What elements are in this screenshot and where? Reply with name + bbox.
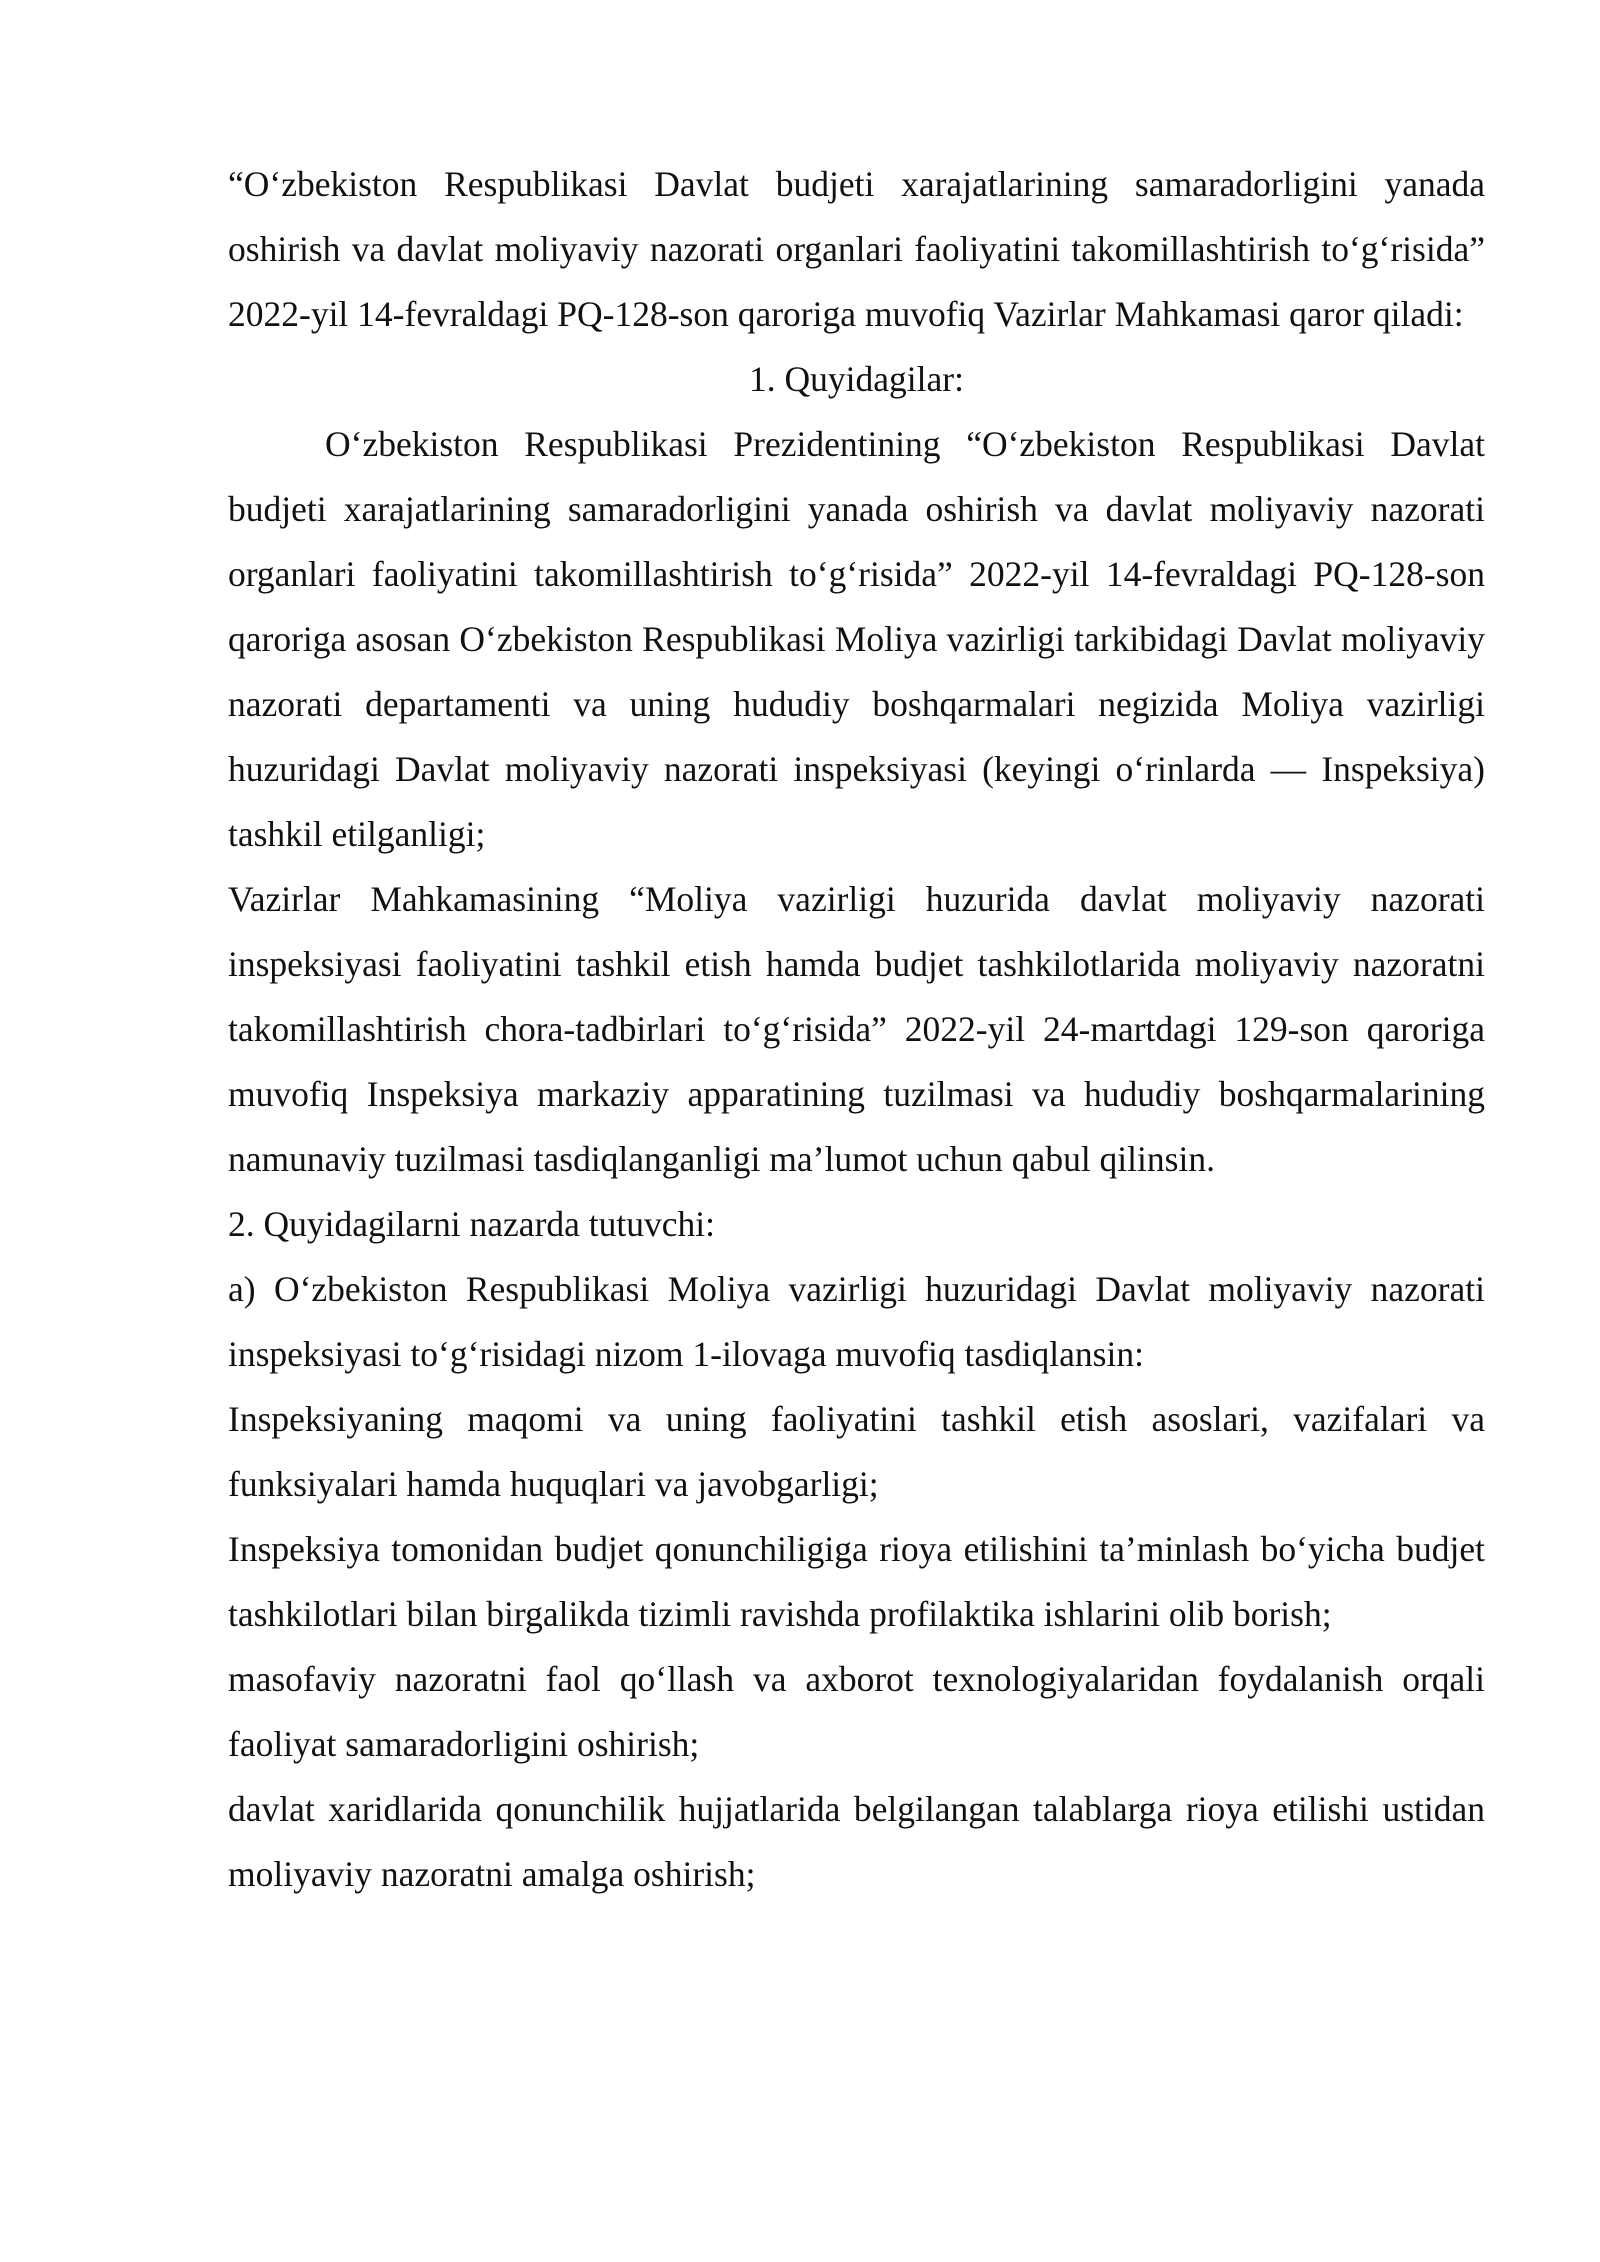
list-item-status: Inspeksiyaning maqomi va uning faoliyatini tashkil etish asoslari, vazifalari va funksiyalari hamda huquqlari va javobgarligi; (228, 1399, 1485, 1504)
item-2-heading: 2. Quyidagilarni nazarda tutuvchi: (228, 1204, 715, 1244)
list-item-prevention: Inspeksiya tomonidan budjet qonunchiligiga rioya etilishini ta’minlash bo‘yicha budjet tashkilotlari bilan birgalikda tizimli ravishda profilaktika ishlarini olib borish; (228, 1529, 1485, 1634)
item-1-heading: 1. Quyidagilar: (749, 359, 964, 399)
document-page (228, 152, 1485, 1907)
list-item-remote-control: masofaviy nazoratni faol qo‘llash va axborot texnologiyalaridan foydalanish orqali faoliyat samaradorligini oshirish; (228, 1659, 1485, 1764)
item-2a-paragraph: a) O‘zbekiston Respublikasi Moliya vazirligi huzuridagi Davlat moliyaviy nazorati inspeksiyasi to‘g‘risidagi nizom 1-ilovaga muvofiq tasdiqlansin: (228, 1269, 1485, 1374)
item-1-paragraph-b: Vazirlar Mahkamasining “Moliya vazirligi huzurida davlat moliyaviy nazorati inspeksiyasi faoliyatini tashkil etish hamda budjet tashkilotlarida moliyaviy nazoratni takomillashtirish chora-tadbirlari to‘g‘risida” 2022-yil 24-martdagi 129-son qaroriga muvofiq Inspeksiya markaziy apparatining tuzilmasi va hududiy boshqarmalarining namunaviy tuzilmasi tasdiqlanganligi ma’lumot uchun qabul qilinsin. (228, 879, 1485, 1179)
list-item-procurement: davlat xaridlarida qonunchilik hujjatlarida belgilangan talablarga rioya etilishi ustidan moliyaviy nazoratni amalga oshirish; (228, 1789, 1485, 1894)
item-1-paragraph-a: O‘zbekiston Respublikasi Prezidentining “O‘zbekiston Respublikasi Davlat budjeti xarajatlarining samaradorligini yanada oshirish va davlat moliyaviy nazorati organlari faoliyatini takomillashtirish to‘g‘risida” 2022-yil 14-fevraldagi PQ-128-son qaroriga asosan O‘zbekiston Respublikasi Moliya vazirligi tarkibidagi Davlat moliyaviy nazorati departamenti va uning hududiy boshqarmalari negizida Moliya vazirligi huzuridagi Davlat moliyaviy nazorati inspeksiyasi (keyingi o‘rinlarda — Inspeksiya) tashkil etilganligi; (228, 424, 1485, 854)
preamble-paragraph: “O‘zbekiston Respublikasi Davlat budjeti xarajatlarining samaradorligini yanada oshirish va davlat moliyaviy nazorati organlari faoliyatini takomillashtirish to‘g‘risida” 2022-yil 14-fevraldagi PQ-128-son qaroriga muvofiq Vazirlar Mahkamasi qaror qiladi: (228, 164, 1485, 334)
